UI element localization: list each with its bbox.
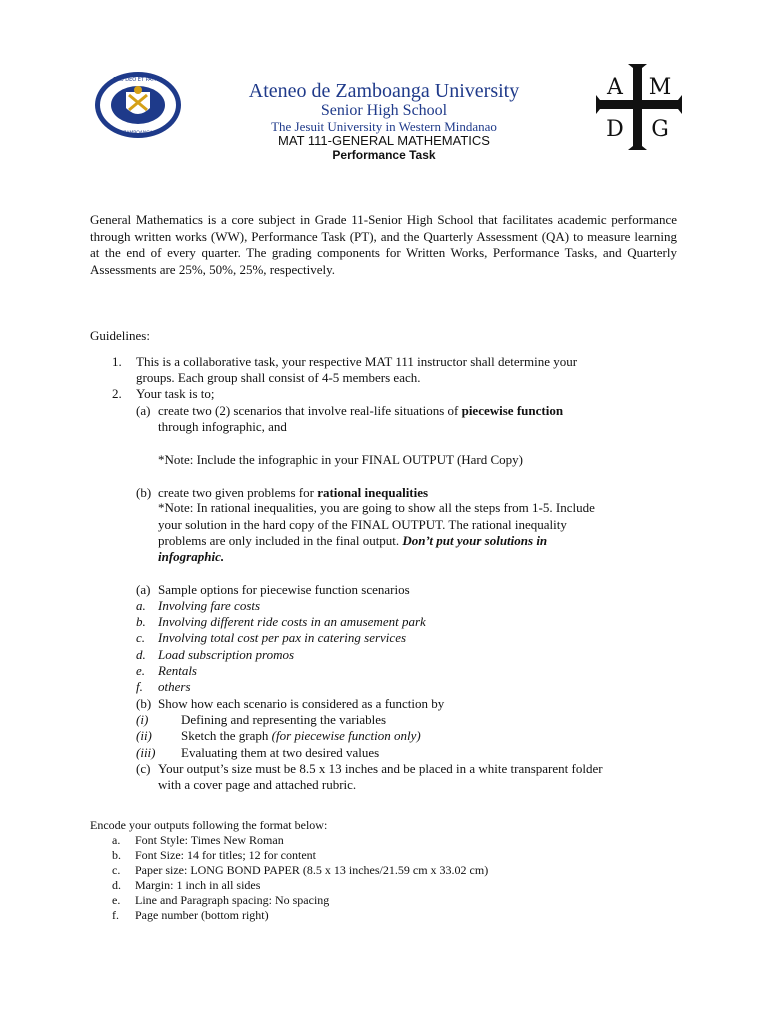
task-b-note-line-4: [158, 549, 224, 565]
task-b-note-line-3: [158, 533, 547, 549]
school-name: Senior High School: [320, 102, 448, 119]
piecewise-function-term: piecewise function: [461, 403, 564, 418]
option-marker: c.: [136, 630, 146, 645]
show-function-heading: Show how each scenario is considered as a function by: [158, 696, 445, 711]
output-size-line-2: with a cover page and attached rubric.: [158, 777, 357, 792]
list-number: 2.: [112, 386, 122, 401]
task-b-note-text: problems are only included in the final output.: [158, 533, 403, 548]
sample-options-heading: Sample options for piecewise function scenarios: [158, 582, 410, 597]
option-marker: e.: [136, 663, 146, 678]
no-solutions-warning-end: infographic.: [158, 549, 225, 564]
step-marker: (i): [136, 712, 149, 727]
svg-text:M: M: [648, 75, 672, 100]
amdg-cross-logo: [596, 64, 682, 150]
guidelines-heading: Guidelines:: [90, 328, 150, 343]
task-a-line-2: through infographic, and: [158, 419, 287, 434]
sub-item-marker: (b): [136, 485, 152, 500]
step-item: [181, 728, 421, 744]
university-name: Ateneo de Zamboanga University: [248, 80, 520, 102]
university-tagline: The Jesuit University in Western Mindanao: [271, 119, 497, 134]
sub-item-marker: (b): [136, 696, 152, 711]
task-b-text: create two given problems for: [158, 485, 318, 500]
format-item: Margin: 1 inch in all sides: [135, 878, 261, 892]
option-item: Involving total cost per pax in catering services: [158, 630, 407, 645]
format-item: Page number (bottom right): [135, 908, 269, 922]
format-marker: d.: [112, 878, 121, 892]
intro-paragraph: General Mathematics is a core subject in Grade 11-Senior High School that facilitates academic performance through written works (WW), Performance Task (PT), and the Quarterly Assessment (QA) to measure learning at the end of every quarter. The grading components for Written Works, Performance Tasks, and Quarterly Assessments are 25%, 50%, 25%, respectively.: [90, 212, 677, 277]
format-marker: a.: [112, 833, 121, 847]
format-marker: e.: [112, 893, 121, 907]
option-item: Rentals: [158, 663, 197, 678]
step-marker: (ii): [136, 728, 152, 743]
sub-item-marker: (a): [136, 582, 151, 597]
guideline-item-1-line-1: This is a collaborative task, your respective MAT 111 instructor shall determine your: [136, 354, 578, 369]
task-b-note-line-2: your solution in the hard copy of the FINAL OUTPUT. The rational inequality: [158, 517, 567, 532]
task-b-note-line-1: *Note: In rational inequalities, you are going to show all the steps from 1-5. Include: [158, 500, 595, 515]
step-marker: (iii): [136, 745, 156, 760]
format-item: Line and Paragraph spacing: No spacing: [135, 893, 330, 907]
option-marker: f.: [136, 679, 143, 694]
step-parenthetical: (for piecewise function only): [271, 728, 421, 743]
option-item: Involving fare costs: [158, 598, 261, 613]
format-marker: c.: [112, 863, 121, 877]
option-marker: b.: [136, 614, 146, 629]
course-title: MAT 111-GENERAL MATHEMATICS: [278, 133, 490, 148]
list-number: 1.: [112, 354, 122, 369]
svg-text:PRO DEO ET PATRIA: PRO DEO ET PATRIA: [113, 77, 163, 83]
guideline-item-2-text: Your task is to;: [136, 386, 215, 401]
university-seal-logo: [93, 70, 183, 140]
step-item: Defining and representing the variables: [181, 712, 387, 727]
step-item: Evaluating them at two desired values: [181, 745, 380, 760]
task-title: Performance Task: [332, 148, 436, 162]
sub-item-marker: (a): [136, 403, 151, 418]
format-item: Paper size: LONG BOND PAPER (8.5 x 13 inches/21.59 cm x 33.02 cm): [135, 863, 489, 877]
task-a-note: *Note: Include the infographic in your FINAL OUTPUT (Hard Copy): [158, 452, 524, 467]
output-size-line-1: Your output’s size must be 8.5 x 13 inches and be placed in a white transparent folder: [158, 761, 603, 776]
option-marker: d.: [136, 647, 146, 662]
encode-heading: Encode your outputs following the format below:: [90, 818, 328, 832]
option-item: others: [158, 679, 191, 694]
format-item: Font Size: 14 for titles; 12 for content: [135, 848, 316, 862]
guideline-item-1-line-2: groups. Each group shall consist of 4-5 members each.: [136, 370, 421, 385]
task-b-line-1: [158, 485, 428, 501]
task-a-text: create two (2) scenarios that involve real-life situations of: [158, 403, 462, 418]
format-marker: f.: [112, 908, 119, 922]
svg-text:D: D: [606, 117, 624, 142]
svg-text:ZAMBOANGA: ZAMBOANGA: [123, 131, 153, 136]
step-text: Sketch the graph: [181, 728, 272, 743]
format-item: Font Style: Times New Roman: [135, 833, 284, 847]
rational-inequalities-term: rational inequalities: [317, 485, 429, 500]
task-a-line-1: [158, 403, 563, 419]
format-marker: b.: [112, 848, 121, 862]
option-item: Load subscription promos: [158, 647, 295, 662]
svg-text:A: A: [607, 75, 623, 100]
no-solutions-warning: Don’t put your solutions in: [402, 533, 548, 548]
sub-item-marker: (c): [136, 761, 151, 776]
option-marker: a.: [136, 598, 146, 613]
option-item: Involving different ride costs in an amusement park: [158, 614, 426, 629]
svg-text:G: G: [651, 117, 669, 142]
